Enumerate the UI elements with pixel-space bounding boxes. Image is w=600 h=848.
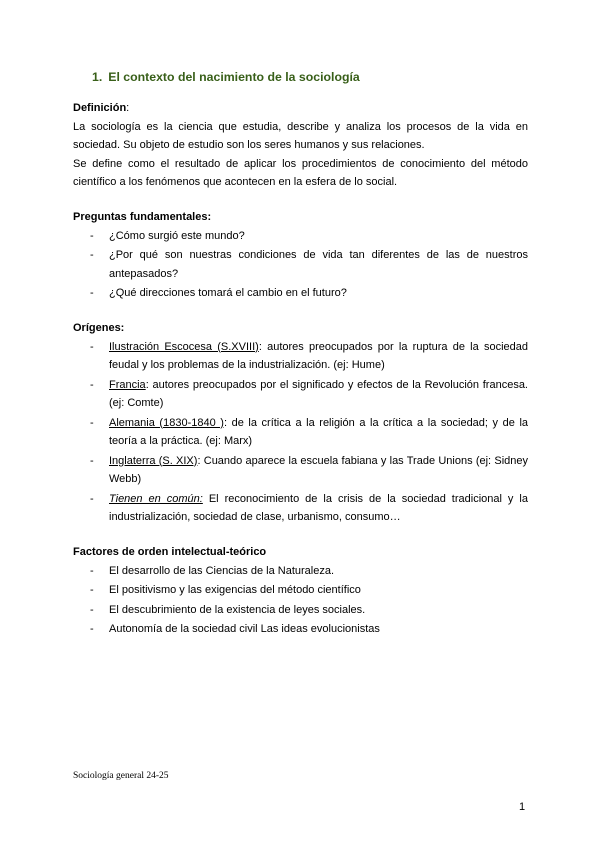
dash-bullet: - [90, 492, 94, 505]
factor-text: Autonomía de la sociedad civil Las ideas evolucionistas [109, 623, 380, 635]
definition-colon: : [126, 102, 130, 114]
origin-text: : autores preocupados por la ruptura de la sociedad feudal y los problemas de la industrialización. (ej: Hume) [109, 340, 528, 371]
list-item [73, 338, 528, 375]
origin-term: Tienen en común: [109, 492, 203, 505]
list-item [73, 581, 528, 600]
section-heading [92, 68, 528, 86]
dash-bullet: - [90, 623, 94, 635]
list-item [73, 452, 528, 489]
dash-bullet: - [90, 249, 94, 261]
list-item [73, 246, 528, 283]
dash-bullet: - [90, 287, 94, 299]
dash-bullet: - [90, 454, 94, 467]
origin-text: El reconocimiento de la crisis de la sociedad tradicional y la industrialización, sociedad de clase, urbanismo, consumo… [109, 492, 528, 523]
origin-term: Inglaterra (S. XIX) [109, 454, 198, 467]
origin-term: Alemania (1830-1840 ) [109, 416, 224, 429]
list-item [73, 284, 528, 303]
question-text: ¿Por qué son nuestras condiciones de vida tan diferentes de las de nuestros antepasados? [109, 249, 528, 280]
list-item [73, 562, 528, 581]
origin-term: Francia [109, 378, 146, 391]
factor-text: El positivismo y las exigencias del método científico [109, 584, 361, 596]
page-number: 1 [519, 801, 526, 813]
list-item [73, 601, 528, 620]
question-text: ¿Qué direcciones tomará el cambio en el futuro? [109, 287, 347, 299]
origins-title: Orígenes: [73, 321, 125, 334]
dash-bullet: - [90, 340, 94, 353]
definition-paragraph-2: Se define como el resultado de aplicar los procedimientos de conocimiento del método científico a los fenómenos que acontecen en la esfera de lo social. [73, 157, 528, 188]
list-item [73, 620, 528, 639]
origin-text: : de la crítica a la religión a la crítica a la sociedad; y de la teoría a la práctica. (ej: Marx) [109, 416, 528, 447]
list-item [73, 376, 528, 413]
origin-term: Ilustración Escocesa (S.XVIII) [109, 340, 259, 353]
dash-bullet: - [90, 564, 94, 577]
origin-text: : Cuando aparece la escuela fabiana y las Trade Unions (ej: Sidney Webb) [109, 454, 528, 485]
origin-text: : autores preocupados por el significado y efectos de la Revolución francesa. (ej: Comte) [109, 378, 528, 409]
heading-number: 1. [92, 70, 103, 84]
dash-bullet: - [90, 603, 94, 616]
heading-title: El contexto del nacimiento de la sociología [108, 70, 360, 84]
factors-list [73, 562, 528, 639]
dash-bullet: - [90, 378, 94, 391]
questions-title: Preguntas fundamentales: [73, 210, 212, 223]
factors-title: Factores de orden intelectual-teórico [73, 545, 267, 558]
page-footer: Sociología general 24-25 [73, 771, 169, 781]
origins-section [73, 319, 528, 527]
definition-label: Definición [73, 102, 127, 114]
definition-block [73, 99, 528, 192]
dash-bullet: - [90, 584, 94, 596]
factor-text: El desarrollo de las Ciencias de la Naturaleza. [109, 564, 335, 577]
page-content [73, 68, 528, 640]
list-item [73, 227, 528, 246]
dash-bullet: - [90, 229, 94, 242]
list-item [73, 414, 528, 451]
definition-paragraph-1: La sociología es la ciencia que estudia, describe y analiza los procesos de la vida en sociedad. Su objeto de estudio son los seres humanos y sus relaciones. [73, 120, 528, 151]
questions-section [73, 208, 528, 303]
dash-bullet: - [90, 416, 94, 429]
questions-list [73, 227, 528, 303]
list-item [73, 490, 528, 527]
origins-list [73, 338, 528, 527]
factor-text: El descubrimiento de la existencia de leyes sociales. [109, 603, 366, 616]
factors-section [73, 543, 528, 639]
question-text: ¿Cómo surgió este mundo? [109, 229, 245, 242]
